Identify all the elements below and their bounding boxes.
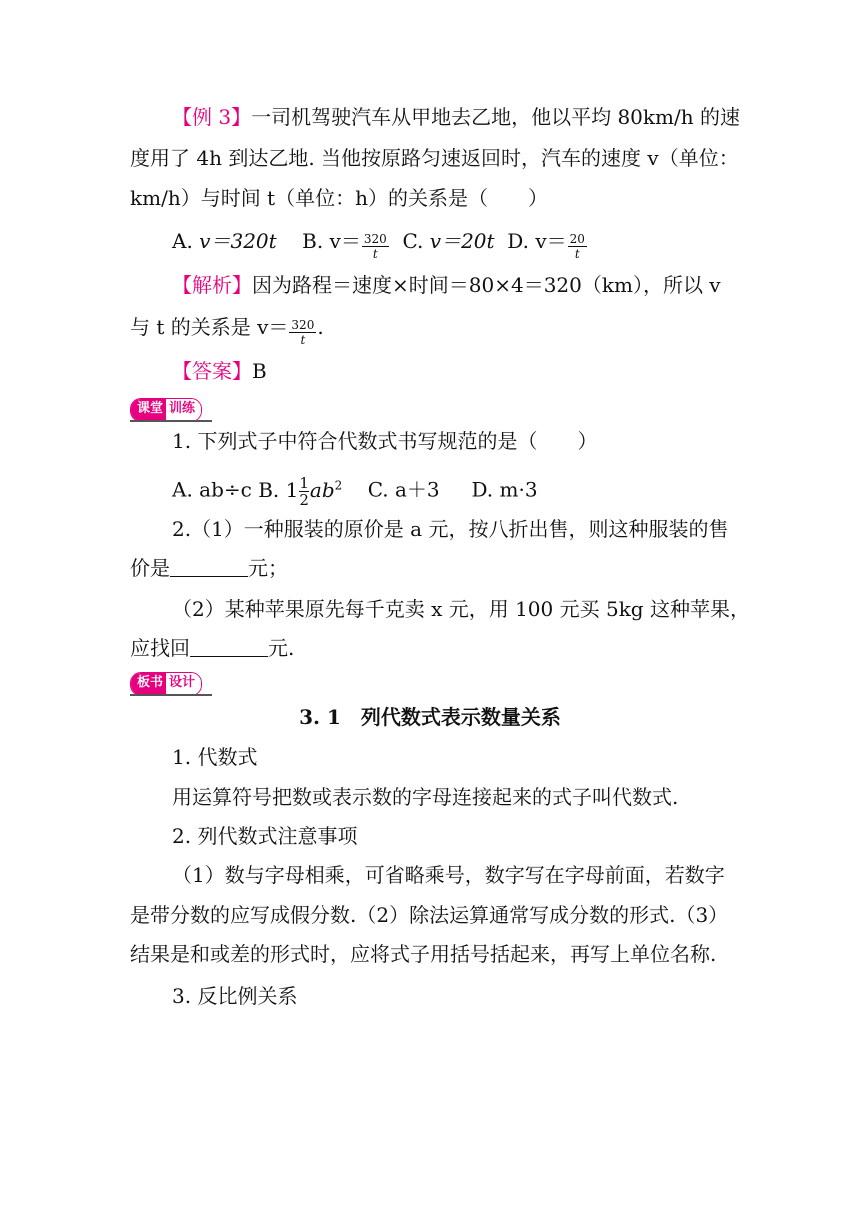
practice-q2-2-line-2: 应找回 元. — [130, 636, 295, 660]
board-title: 3. 1 列代数式表示数量关系 — [299, 705, 561, 729]
analysis-tag: 【解析】 — [172, 273, 252, 297]
practice-q2-2-line-1: （2）某种苹果原先每千克卖 x 元，用 100 元买 5kg 这种苹果， — [172, 597, 750, 621]
option-a: A. v＝320t — [172, 229, 277, 253]
practice-badge-rule — [130, 420, 212, 422]
option-b: B. v＝ $\frac{320}{t}$ — [302, 229, 387, 261]
q1-option-b: B. 1 $\frac{1}{2}$ $ab^2$ — [258, 473, 343, 509]
answer-line — [172, 356, 267, 386]
option-c: C. v＝20t — [402, 229, 495, 253]
board-heading-1: 1. 代数式 — [172, 745, 258, 769]
board-paragraph-2-line-2: 是带分数的应写成假分数.（2）除法运算通常写成分数的形式.（3） — [130, 903, 729, 927]
practice-q2-line-2: 价是 元； — [130, 556, 288, 580]
practice-q1-options — [172, 470, 538, 508]
example-text-1: 一司机驾驶汽车从甲地去乙地，他以平均 80km/h 的速 — [251, 105, 740, 129]
example-tag: 【例 3】 — [172, 105, 252, 129]
answer-blank — [190, 638, 268, 657]
example-3-line-2: 度用了 4h 到达乙地. 当他按原路匀速返回时，汽车的速度 v（单位： — [130, 146, 739, 170]
answer-tag: 【答案】 — [172, 359, 252, 383]
q1-option-a: A. ab÷c — [172, 477, 252, 502]
option-d: D. v＝ $\frac{20}{t}$ — [507, 229, 585, 261]
answer-blank — [170, 558, 248, 577]
board-paragraph-2-line-1: （1）数与字母相乘，可省略乘号，数字写在字母前面，若数字 — [172, 863, 725, 887]
example-3-line-3: km/h）与时间 t（单位：h）的关系是（ ） — [130, 186, 548, 210]
board-badge: 板书 设计 — [130, 672, 202, 696]
analysis-line-2: 与 t 的关系是 v＝ $\frac{320}{t}$ . — [130, 315, 324, 347]
board-badge-rule — [130, 694, 212, 696]
analysis-line-1 — [172, 270, 721, 300]
board-heading-3: 3. 反比例关系 — [172, 984, 298, 1008]
answer-value: B — [252, 359, 267, 383]
practice-q1: 1. 下列式子中符合代数式书写规范的是（ ） — [172, 429, 598, 453]
board-paragraph-1: 用运算符号把数或表示数的字母连接起来的式子叫代数式. — [172, 785, 679, 809]
practice-badge: 课堂 训练 — [130, 398, 202, 422]
analysis-text-1: 因为路程＝速度×时间＝80×4＝320（km），所以 v — [252, 273, 721, 297]
example-3-line-1 — [172, 102, 740, 132]
board-paragraph-2-line-3: 结果是和或差的形式时，应将式子用括号括起来，再写上单位名称. — [130, 942, 717, 966]
practice-q2-line-1: 2.（1）一种服装的原价是 a 元，按八折出售，则这种服装的售 — [172, 517, 729, 541]
board-heading-2: 2. 列代数式注意事项 — [172, 824, 358, 848]
q1-option-c: C. a＋3 — [367, 477, 440, 502]
q1-option-d: D. m·3 — [471, 477, 538, 502]
example-3-options — [172, 226, 588, 261]
